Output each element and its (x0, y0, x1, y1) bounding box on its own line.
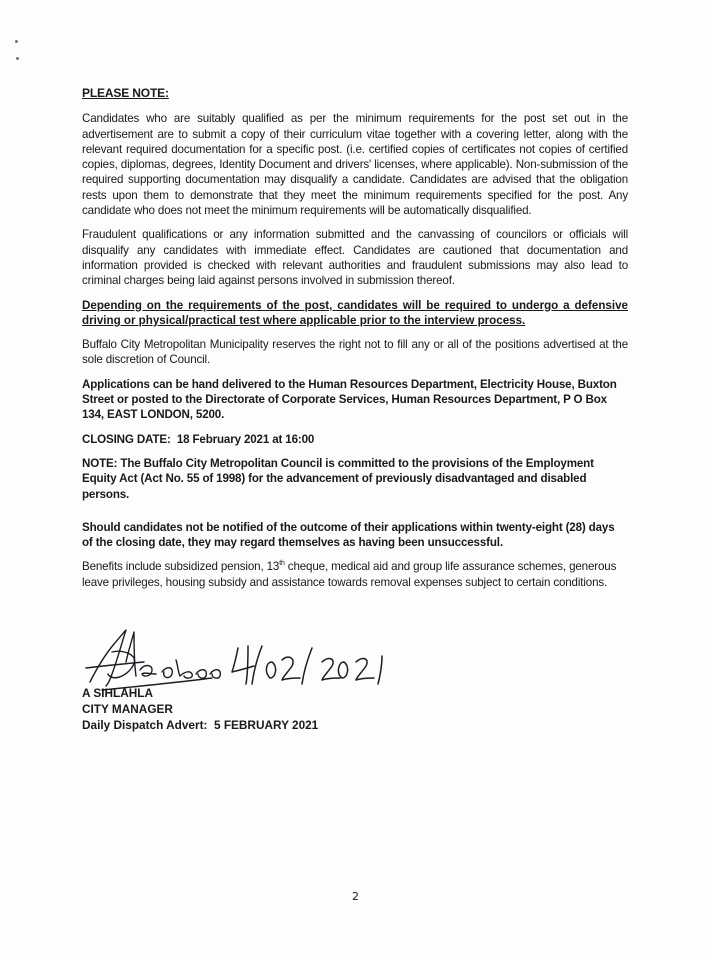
benefits-superscript: th (279, 560, 285, 568)
signatory-title: CITY MANAGER (82, 702, 173, 716)
document-body (82, 86, 628, 599)
requirements-paragraph: Candidates who are suitably qualified as per the minimum requirements for the post set out in the advertisement are to submit a copy of their curriculum vitae together with a covering letter, along with the relevant required documentation for a specific post. (i.e. certified copies of certificates not copies of certified copies, diplomas, degrees, Identity Document and drivers' licenses, where applicable). Non-submission of the required supporting documentation may disqualify a candidate. Candidates are advised that the obligation rests upon them to demonstrate that they meet the minimum requirements specified for the post. Any candidate who does not meet the minimum requirements will be automatically disqualified. (82, 112, 628, 218)
advert-date: 5 FEBRUARY 2021 (214, 718, 319, 732)
advert-label: Daily Dispatch Advert: (82, 718, 208, 732)
benefits-text-start: Benefits include subsidized pension, 13 (82, 560, 280, 574)
signatory-details (82, 685, 318, 733)
scan-mark (15, 40, 18, 43)
benefits-text-end: cheque, medical aid and group life assurance schemes, generous leave privileges, housing subsidy and assistance towards removal expenses subject to certain conditions. (82, 560, 617, 589)
fraud-paragraph: Fraudulent qualifications or any information submitted and the canvassing of councilors or officials will disqualify any candidates with immediate effect. Candidates are cautioned that documentation and information provided is checked with relevant authorities and fraudulent submissions may also lead to criminal charges being laid against persons involved in submission thereof. (82, 228, 628, 288)
page-number: 2 (352, 890, 359, 903)
reserves-right-paragraph: Buffalo City Metropolitan Municipality reserves the right not to fill any or all of the positions advertised at the sole discretion of Council. (82, 338, 628, 367)
employment-equity-paragraph: NOTE: The Buffalo City Metropolitan Council is committed to the provisions of the Employment Equity Act (Act No. 55 of 1998) for the advancement of previously disadvantaged and disabled persons. (82, 456, 594, 501)
closing-date-line (82, 432, 628, 447)
applications-paragraph: Applications can be hand delivered to the Human Resources Department, Electricity House, Buxton Street or posted to the Directorate of Corporate Services, Human Resources Department, P O Box 134, EAST LONDON, 5200. (82, 377, 617, 422)
advert-line (82, 717, 318, 733)
please-note-heading: PLEASE NOTE: (82, 86, 169, 100)
scan-mark (16, 57, 19, 60)
closing-date-label: CLOSING DATE: (82, 432, 171, 446)
driving-test-paragraph: Depending on the requirements of the post, candidates will be required to undergo a defensive driving or physical/practical test where applicable prior to the interview process. (82, 298, 628, 327)
benefits-paragraph (82, 559, 628, 590)
closing-date-value: 18 February 2021 at 16:00 (176, 432, 315, 446)
signature-block (82, 622, 402, 742)
signatory-name: A SIHLAHLA (82, 686, 153, 700)
unsuccessful-paragraph: Should candidates not be notified of the outcome of their applications within twenty-eight (28) days of the closing date, they may regard themselves as having been unsuccessful. (82, 520, 615, 550)
